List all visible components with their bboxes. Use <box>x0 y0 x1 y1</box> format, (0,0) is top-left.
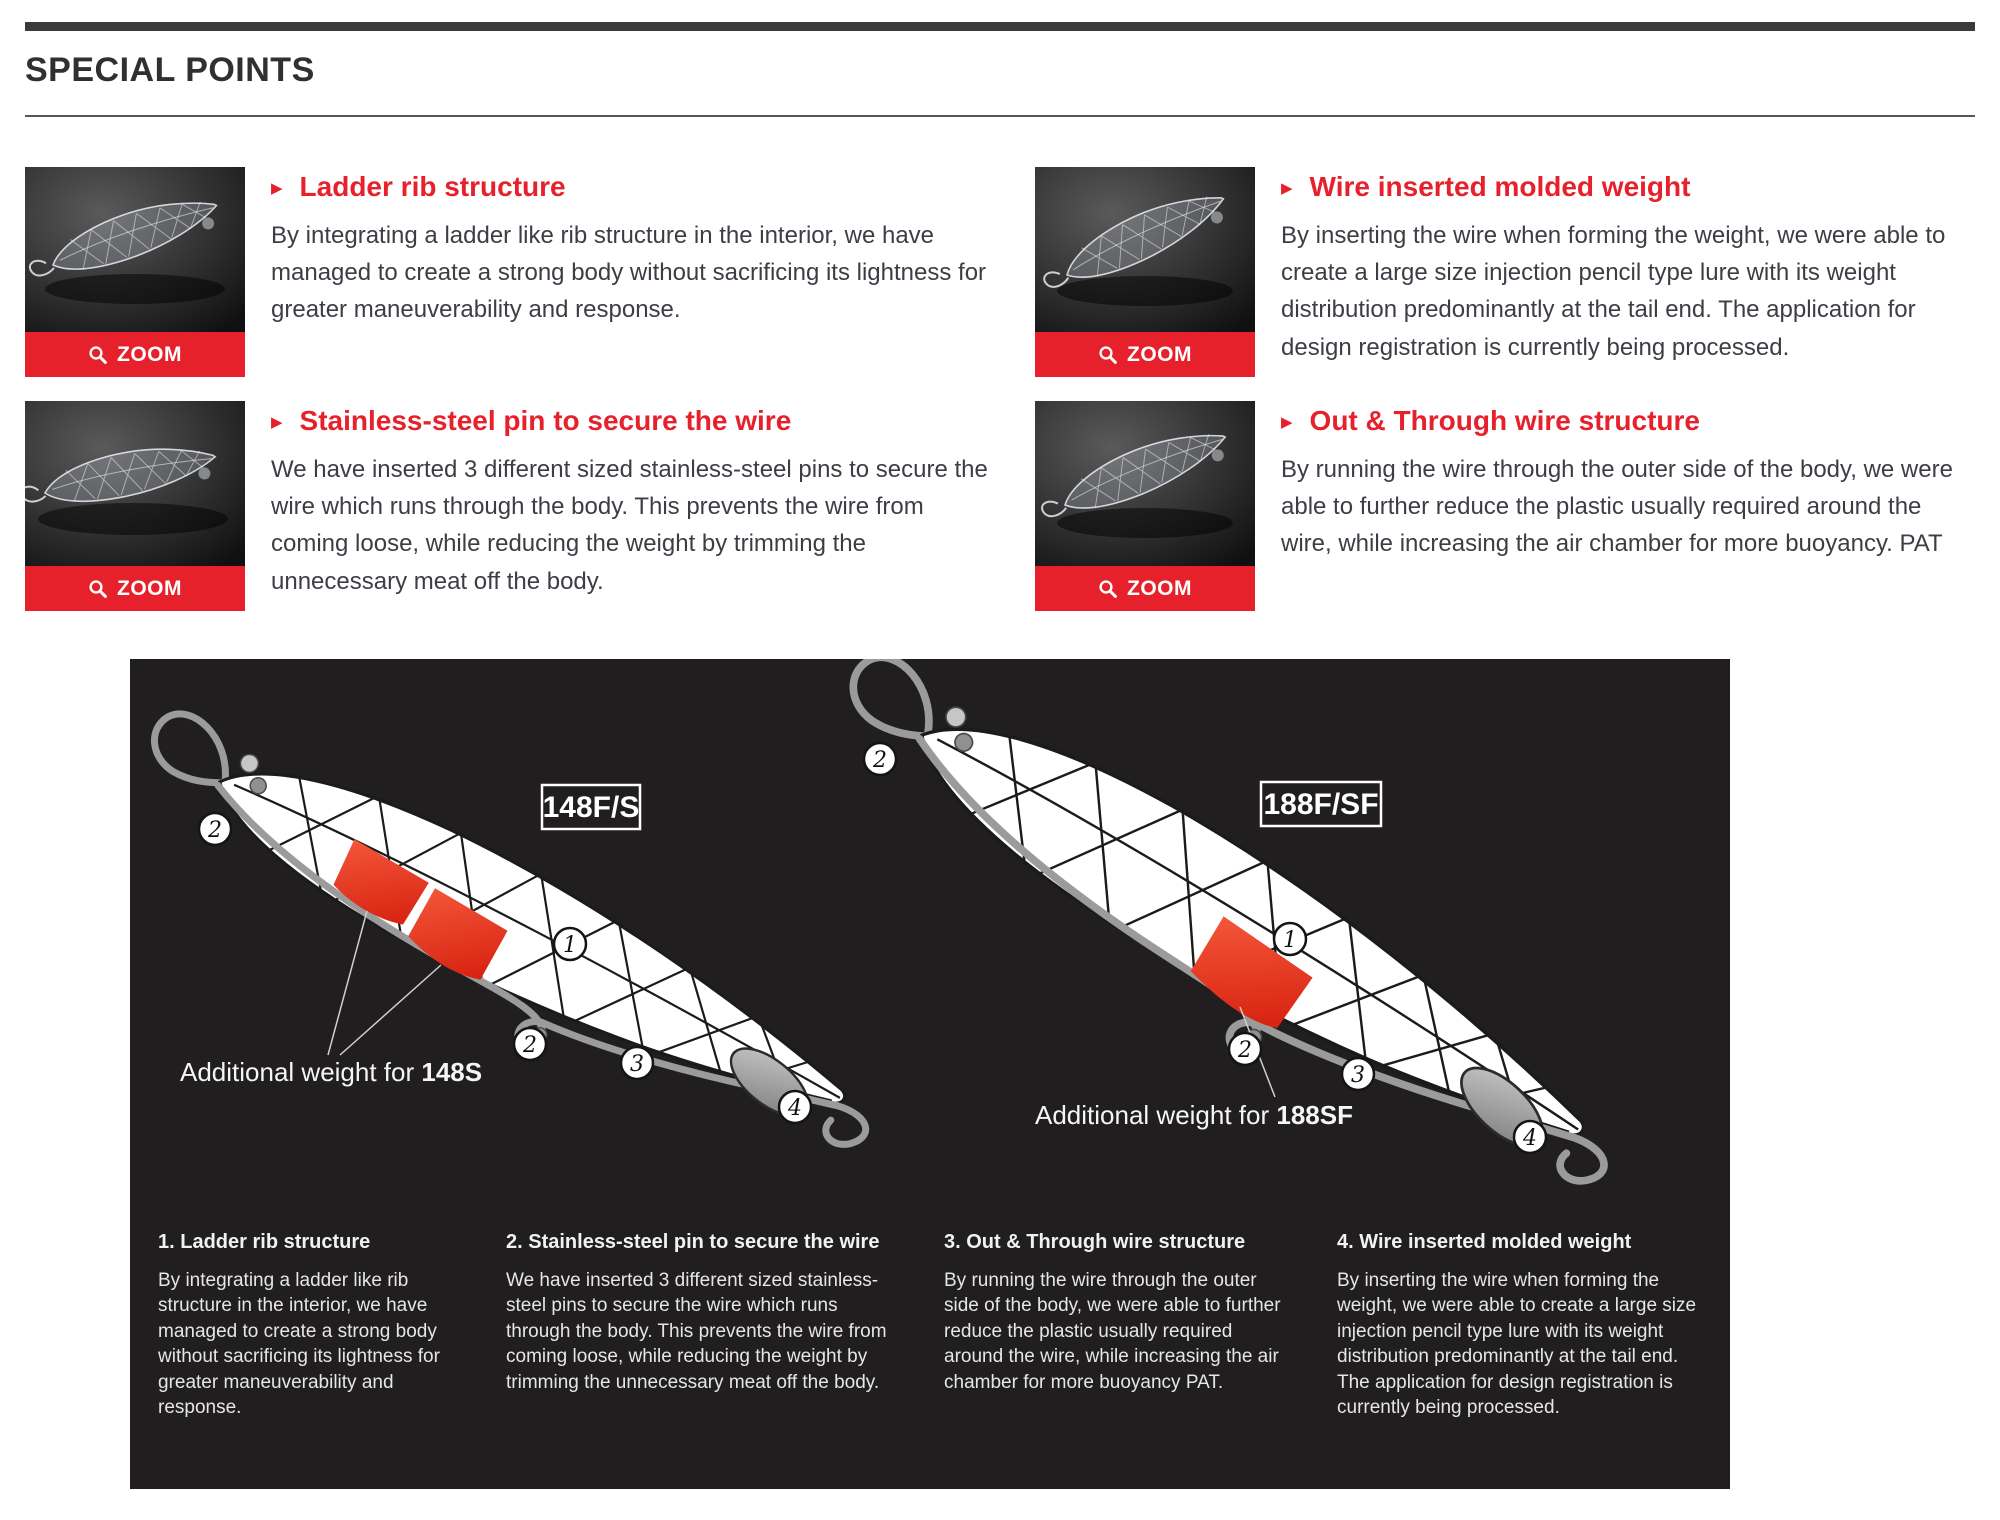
svg-text:4: 4 <box>788 1096 802 1121</box>
feature-grid <box>25 167 1975 611</box>
marker-2 <box>1229 1033 1261 1065</box>
svg-text:4: 4 <box>1523 1126 1537 1151</box>
lure-photo <box>1035 401 1255 566</box>
zoom-button-label: ZOOM <box>117 576 182 600</box>
feature-title: Wire inserted molded weight <box>1309 171 1691 202</box>
lure-photo <box>1035 167 1255 332</box>
legend-title: 3. Out & Through wire structure <box>944 1231 1246 1253</box>
zoom-button[interactable] <box>1035 332 1255 377</box>
marker-3 <box>1342 1058 1374 1090</box>
feature-text <box>1281 167 1975 377</box>
marker-1 <box>1274 923 1306 955</box>
diagram-legend <box>130 1219 1730 1421</box>
legend-body: We have inserted 3 different sized stainless-steel pins to secure the wire which runs through the body. This prevents the wire from coming loose, while reducing the weight by trimming the unnecessary meat off the body. <box>506 1270 887 1393</box>
legend-body: By inserting the wire when forming the weight, we were able to create a large size injection pencil type lure with its weight distribution predominantly at the tail end. The application for design registration is currently being processed. <box>1337 1270 1697 1419</box>
feature-text <box>271 401 1006 611</box>
lure-photo <box>25 167 245 332</box>
bullet-triangle-icon: ▶ <box>271 180 283 197</box>
zoom-button[interactable] <box>25 566 245 611</box>
bullet-triangle-icon: ▶ <box>1281 414 1293 431</box>
svg-text:2: 2 <box>523 1033 537 1058</box>
magnifier-icon <box>1098 579 1118 599</box>
lure-diagram-148 <box>130 689 903 1203</box>
feature-ladder-rib <box>25 167 1035 377</box>
magnifier-icon <box>88 579 108 599</box>
marker-1 <box>554 928 586 960</box>
model-label-188fsf: 188F/SF <box>1263 788 1379 821</box>
zoom-button-label: ZOOM <box>117 342 182 366</box>
feature-body: By integrating a ladder like rib structure in the interior, we have managed to create a strong body without sacrificing its lightness for greater maneuverability and response. <box>271 222 987 324</box>
feature-text <box>1281 401 1975 611</box>
lure-photo <box>25 401 245 566</box>
bullet-triangle-icon: ▶ <box>1281 180 1293 197</box>
legend-item-2 <box>506 1231 896 1421</box>
magnifier-icon <box>1098 345 1118 365</box>
lure-structure-diagram <box>130 659 1730 1219</box>
zoom-thumbnail[interactable] <box>1035 167 1255 377</box>
feature-title: Stainless-steel pin to secure the wire <box>299 405 792 436</box>
legend-title: 2. Stainless-steel pin to secure the wire <box>506 1231 880 1253</box>
svg-text:2: 2 <box>1238 1038 1252 1063</box>
feature-body: By running the wire through the outer side of the body, we were able to further reduce the plastic usually required around the wire, while increasing the air chamber for more buoyancy. PAT <box>1281 456 1953 558</box>
marker-2 <box>199 813 231 845</box>
zoom-button[interactable] <box>25 332 245 377</box>
zoom-button[interactable] <box>1035 566 1255 611</box>
feature-body: We have inserted 3 different sized stainless-steel pins to secure the wire which runs through the body. This prevents the wire from coming loose, while reducing the weight by trimming the unnecessary meat off the body. <box>271 456 988 595</box>
title-rule <box>25 115 1975 117</box>
bullet-triangle-icon: ▶ <box>271 414 283 431</box>
model-label-148fs: 148F/S <box>542 791 640 824</box>
legend-item-3 <box>944 1231 1289 1421</box>
legend-body: By integrating a ladder like rib structure in the interior, we have managed to create a strong body without sacrificing its lightness for greater maneuverability and response. <box>158 1270 440 1419</box>
feature-title: Ladder rib structure <box>299 171 566 202</box>
svg-text:2: 2 <box>208 818 222 843</box>
legend-item-4 <box>1337 1231 1702 1421</box>
top-border-bar <box>25 22 1975 31</box>
legend-item-1 <box>158 1231 458 1421</box>
zoom-thumbnail[interactable] <box>25 167 245 377</box>
feature-wire-inserted-weight <box>1035 167 1975 377</box>
page-title: SPECIAL POINTS <box>25 51 315 89</box>
zoom-thumbnail[interactable] <box>1035 401 1255 611</box>
feature-body: By inserting the wire when forming the weight, we were able to create a large size injection pencil type lure with its weight distribution predominantly at the tail end. The application for design registration is currently being processed. <box>1281 222 1946 361</box>
diagram-panel <box>130 659 1730 1489</box>
legend-body: By running the wire through the outer side of the body, we were able to further reduce the plastic usually required around the wire, while increasing the air chamber for more buoyancy PAT. <box>944 1270 1281 1393</box>
feature-stainless-pin <box>25 401 1035 611</box>
feature-out-through-wire <box>1035 401 1975 611</box>
weight-note-188sf: Additional weight for 188SF <box>1035 1100 1353 1130</box>
svg-text:1: 1 <box>563 933 577 958</box>
marker-2 <box>864 743 896 775</box>
feature-title: Out & Through wire structure <box>1309 405 1701 436</box>
marker-4 <box>779 1091 811 1123</box>
svg-text:1: 1 <box>1283 928 1297 953</box>
svg-text:3: 3 <box>630 1052 644 1077</box>
marker-4 <box>1514 1121 1546 1153</box>
marker-3 <box>621 1047 653 1079</box>
marker-2 <box>514 1028 546 1060</box>
special-points-section <box>0 22 2000 1489</box>
feature-text <box>271 167 1006 377</box>
svg-text:2: 2 <box>873 748 887 773</box>
svg-text:3: 3 <box>1351 1063 1365 1088</box>
weight-note-148s: Additional weight for 148S <box>180 1057 483 1087</box>
zoom-button-label: ZOOM <box>1127 342 1192 366</box>
legend-title: 1. Ladder rib structure <box>158 1231 371 1253</box>
zoom-thumbnail[interactable] <box>25 401 245 611</box>
zoom-button-label: ZOOM <box>1127 576 1192 600</box>
legend-title: 4. Wire inserted molded weight <box>1337 1231 1632 1253</box>
magnifier-icon <box>88 345 108 365</box>
